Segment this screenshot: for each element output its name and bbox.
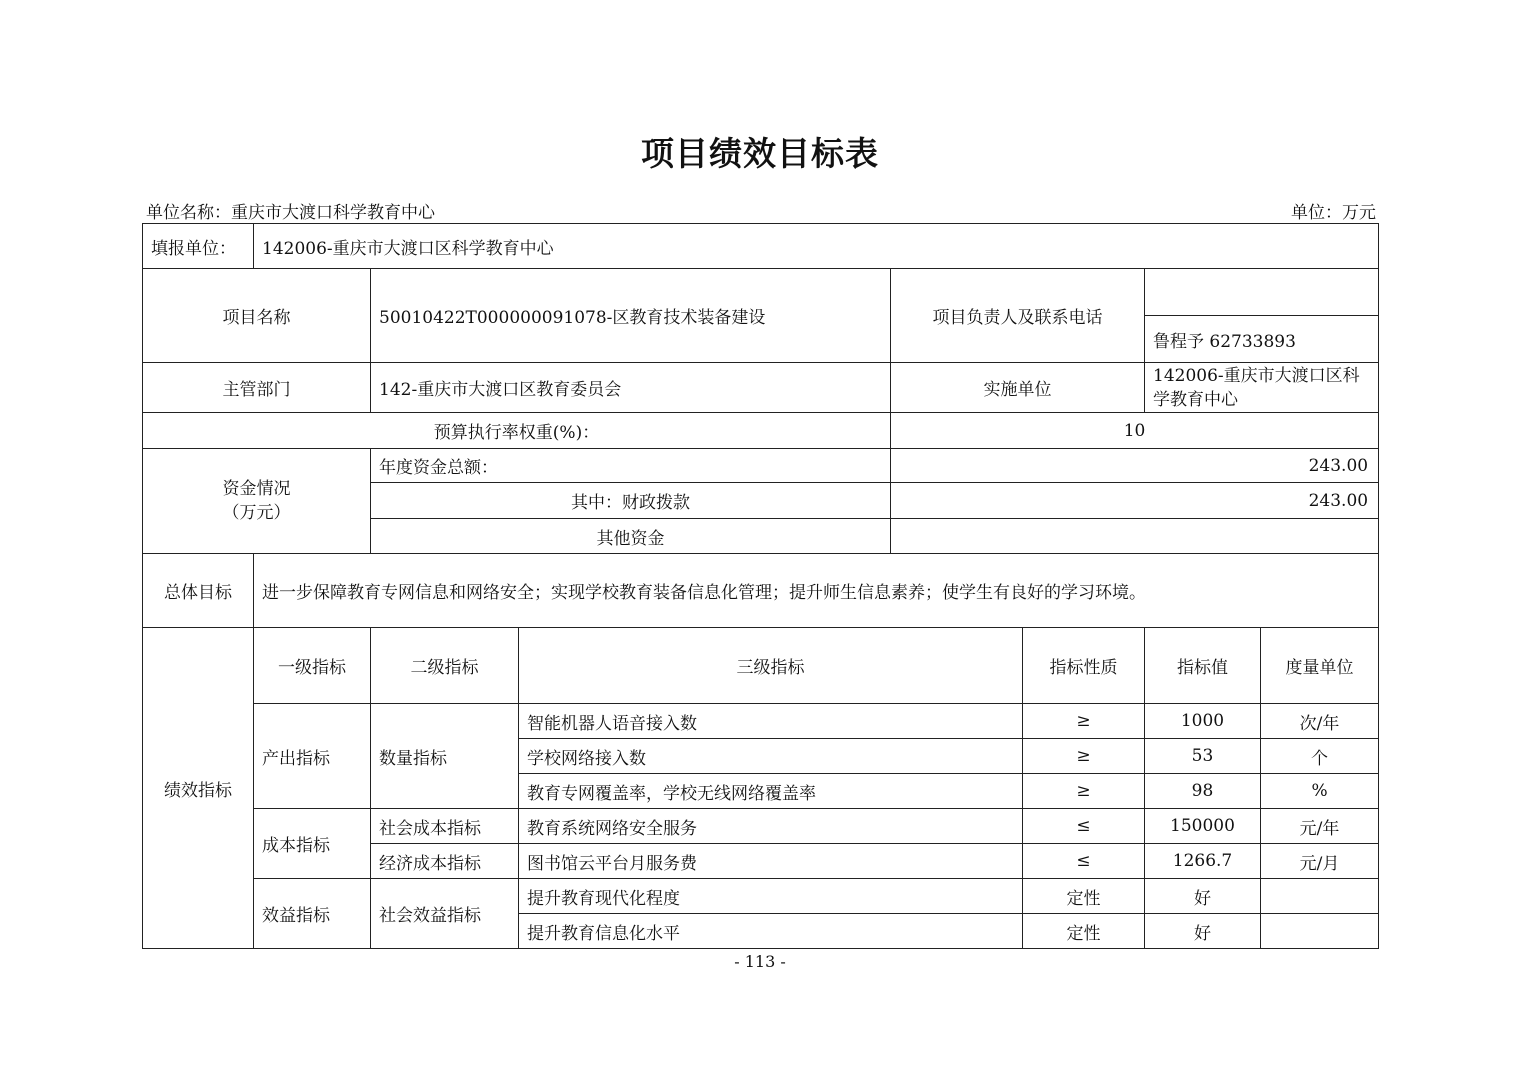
performance-target-table	[142, 223, 1379, 949]
annual-total-value: 243.00	[891, 449, 1379, 483]
indicator-nature: 定性	[1023, 879, 1145, 914]
unit-name: 单位名称：重庆市大渡口科学教育中心	[146, 203, 435, 223]
budget-rate-label: 预算执行率权重(%)：	[143, 413, 891, 449]
indicator-unit	[1261, 914, 1379, 949]
header-unit: 度量单位	[1261, 628, 1379, 704]
indicator-unit: 元/年	[1261, 809, 1379, 844]
table-row	[143, 879, 1379, 914]
impl-label: 实施单位	[891, 363, 1145, 413]
indicator-name: 学校网络接入数	[519, 739, 1023, 774]
budget-rate-value: 10	[891, 413, 1379, 449]
other-funds-label: 其他资金	[371, 519, 891, 554]
indicator-name: 图书馆云平台月服务费	[519, 844, 1023, 879]
project-name-label: 项目名称	[143, 269, 371, 363]
indicator-nature: ≤	[1023, 809, 1145, 844]
contact-top	[1145, 269, 1379, 316]
indicator-unit: 元/月	[1261, 844, 1379, 879]
indicator-unit	[1261, 879, 1379, 914]
indicator-nature: ≥	[1023, 774, 1145, 809]
fill-unit-value: 142006-重庆市大渡口区科学教育中心	[254, 224, 1379, 269]
overall-goal-value: 进一步保障教育专网信息和网络安全；实现学校教育装备信息化管理；提升师生信息素养；使学生有良好的学习环境。	[254, 554, 1379, 628]
contact-value: 鲁程予 62733893	[1145, 316, 1379, 363]
page-title: 项目绩效目标表	[641, 134, 879, 173]
indicator-value: 好	[1145, 879, 1261, 914]
group-quantity: 数量指标	[371, 704, 519, 809]
dept-label: 主管部门	[143, 363, 371, 413]
overall-goal-label: 总体目标	[143, 554, 254, 628]
impl-value: 142006-重庆市大渡口区科学教育中心	[1145, 363, 1379, 413]
funds-label: 资金情况	[222, 479, 291, 499]
header-value: 指标值	[1145, 628, 1261, 704]
table-row	[143, 809, 1379, 844]
indicator-unit: 次/年	[1261, 704, 1379, 739]
group-output: 产出指标	[254, 704, 371, 809]
other-funds-value	[891, 519, 1379, 554]
indicator-name: 提升教育信息化水平	[519, 914, 1023, 949]
indicator-unit: 个	[1261, 739, 1379, 774]
indicator-nature: ≥	[1023, 704, 1145, 739]
fill-unit-label: 填报单位：	[143, 224, 254, 269]
group-benefit: 效益指标	[254, 879, 371, 949]
indicator-name: 智能机器人语音接入数	[519, 704, 1023, 739]
header-level1: 一级指标	[254, 628, 371, 704]
indicator-nature: 定性	[1023, 914, 1145, 949]
perf-indicators-label: 绩效指标	[143, 628, 254, 949]
indicator-name: 提升教育现代化程度	[519, 879, 1023, 914]
header-nature: 指标性质	[1023, 628, 1145, 704]
indicator-value: 53	[1145, 739, 1261, 774]
funds-label-cell	[143, 449, 371, 554]
indicator-value: 98	[1145, 774, 1261, 809]
indicator-name: 教育专网覆盖率，学校无线网络覆盖率	[519, 774, 1023, 809]
annual-total-label: 年度资金总额：	[371, 449, 891, 483]
project-name-value: 50010422T000000091078-区教育技术装备建设	[371, 269, 891, 363]
indicator-unit: %	[1261, 774, 1379, 809]
indicator-nature: ≤	[1023, 844, 1145, 879]
funds-unit: （万元）	[222, 503, 291, 523]
group-cost: 成本指标	[254, 809, 371, 879]
indicator-value: 150000	[1145, 809, 1261, 844]
contact-label: 项目负责人及联系电话	[891, 269, 1145, 363]
page-number: - 113 -	[734, 952, 786, 971]
dept-value: 142-重庆市大渡口区教育委员会	[371, 363, 891, 413]
table-row	[143, 704, 1379, 739]
fiscal-value: 243.00	[891, 483, 1379, 519]
header-level3: 三级指标	[519, 628, 1023, 704]
indicator-value: 好	[1145, 914, 1261, 949]
header-level2: 二级指标	[371, 628, 519, 704]
indicator-value: 1266.7	[1145, 844, 1261, 879]
indicator-nature: ≥	[1023, 739, 1145, 774]
currency-unit: 单位：万元	[1291, 203, 1376, 223]
group-social-cost: 社会成本指标	[371, 809, 519, 844]
indicator-value: 1000	[1145, 704, 1261, 739]
group-economic-cost: 经济成本指标	[371, 844, 519, 879]
group-social-benefit: 社会效益指标	[371, 879, 519, 949]
indicator-name: 教育系统网络安全服务	[519, 809, 1023, 844]
fiscal-label: 其中：财政拨款	[371, 483, 891, 519]
